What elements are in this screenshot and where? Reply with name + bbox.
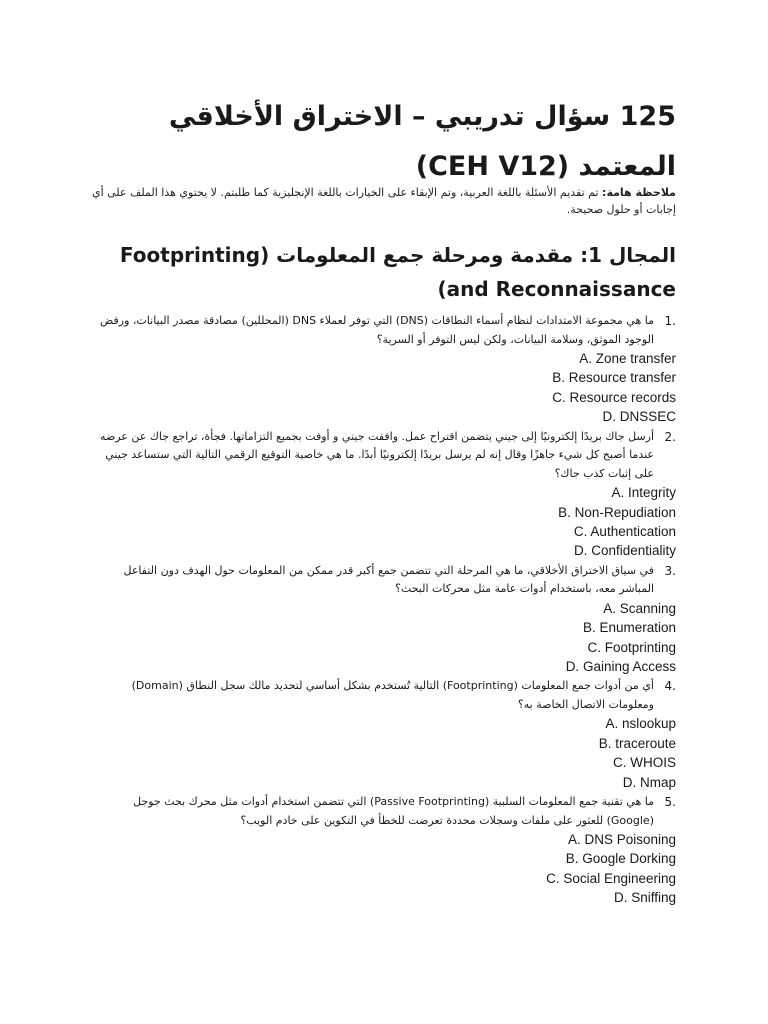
answer-option: D. Sniffing: [613, 890, 676, 906]
answer-option: C. Footprinting: [587, 639, 676, 655]
answer-option: C. WHOIS: [613, 755, 676, 771]
question-item: [90, 793, 676, 908]
note-label: ملاحظة هامة:: [602, 186, 676, 199]
answer-options: [90, 830, 676, 908]
answer-option: C. Resource records: [552, 389, 676, 405]
question-stem: [90, 677, 676, 714]
answer-option: B. Google Dorking: [565, 851, 676, 867]
answer-option: C. Authentication: [573, 523, 676, 539]
answer-option: A. Integrity: [611, 485, 676, 501]
section-heading: المجال 1: مقدمة ومرحلة جمع المعلومات (Footprinting and Reconnaissance): [119, 243, 676, 301]
answer-option: D. Nmap: [622, 774, 676, 790]
answer-option: C. Social Engineering: [546, 870, 676, 886]
question-stem: [90, 793, 676, 830]
answer-options: [90, 349, 676, 427]
answer-option: A. Zone transfer: [579, 351, 676, 366]
question-text: ما هي تقنية جمع المعلومات السلبية (Passive Footprinting) التي تتضمن استخدام أدوات مثل محرك بحث جوجل (Google) للعثور على ملفات وسجلات محددة تعرضت للخطأ في التكوين على خادم الويب؟: [133, 795, 654, 827]
answer-options: [90, 483, 676, 561]
document-title: 125 سؤال تدريبي – الاختراق الأخلاقي المعتمد (CEH V12): [168, 101, 676, 182]
answer-option: B. Enumeration: [582, 620, 676, 636]
answer-option: D. Gaining Access: [565, 658, 676, 674]
important-note: [90, 184, 676, 218]
question-stem: [90, 312, 676, 349]
question-text: أي من أدوات جمع المعلومات (Footprinting) التالية تُستخدم بشكل أساسي لتحديد مالك سجل النطاق (Domain) ومعلومات الاتصال الخاصة به؟: [131, 679, 654, 711]
question-item: [90, 428, 676, 561]
answer-options: [90, 599, 676, 677]
question-stem: [90, 428, 676, 484]
question-number: 3.: [664, 563, 676, 578]
answer-option: B. Resource transfer: [552, 370, 676, 386]
question-item: [90, 562, 676, 677]
note-text: تم تقديم الأسئلة باللغة العربية، وتم الإبقاء على الخيارات باللغة الإنجليزية كما طلبتم. لا يحتوي هذا الملف على أي إجابات أو حلول صحيحة.: [91, 186, 676, 216]
question-item: [90, 312, 676, 427]
answer-option: B. Non-Repudiation: [558, 504, 676, 520]
answer-option: B. traceroute: [598, 735, 676, 751]
answer-option: A. DNS Poisoning: [567, 832, 676, 847]
question-item: [90, 677, 676, 792]
question-number: 5.: [664, 795, 676, 809]
answer-option: A. nslookup: [605, 716, 676, 732]
question-number: 1.: [664, 314, 676, 328]
answer-options: [90, 714, 676, 792]
answer-option: D. DNSSEC: [602, 409, 676, 425]
question-stem: [90, 562, 676, 599]
answer-option: A. Scanning: [603, 600, 676, 616]
question-number: 2.: [664, 429, 676, 444]
question-text: أرسل جاك بريدًا إلكترونيًا إلى جيني يتضمن اقتراح عمل. وافقت جيني و أوفت بجميع التزاماتها. فجأة، تراجع جاك عن عرضه عندما أصبح كل شيء جاهزًا وقال إنه لم يرسل بريدًا إلكترونيًا أبدًا. ما هي خاصية التوقيع الرقمي التالية التي ستساعد جيني على إثبات كذب جاك؟: [100, 429, 654, 480]
question-number: 4.: [664, 679, 676, 694]
question-list: [90, 312, 676, 909]
question-text: ما هي مجموعة الامتدادات لنظام أسماء النطاقات (DNS) التي توفر لعملاء DNS (المحللين) مصادقة مصدر البيانات، ورفض الوجود الموثق، وسلامة البيانات، ولكن ليس التوفر أو السرية؟: [100, 314, 654, 346]
answer-option: D. Confidentiality: [573, 543, 676, 559]
question-text: في سياق الاختراق الأخلاقي، ما هي المرحلة التي تتضمن جمع أكبر قدر ممكن من المعلومات حول الهدف دون التفاعل المباشر معه، باستخدام أدوات عامة مثل محركات البحث؟: [123, 563, 654, 596]
